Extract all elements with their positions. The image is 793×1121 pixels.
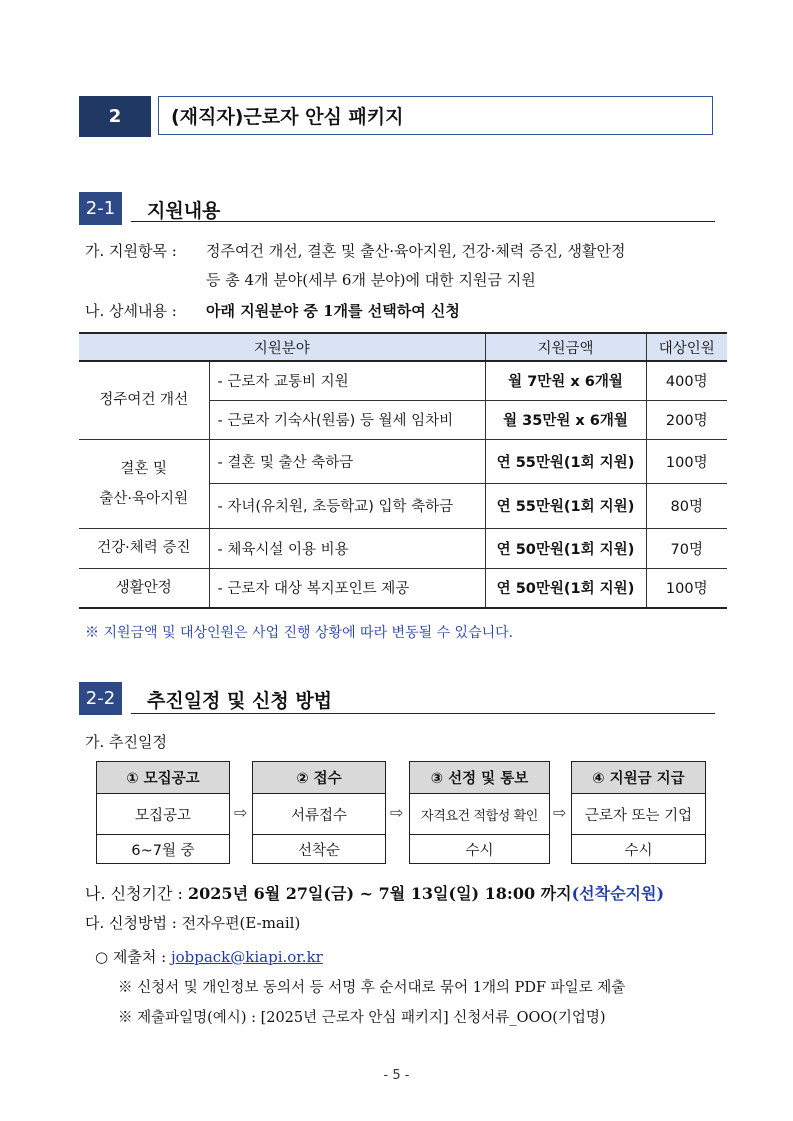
amount-cell: 연 55만원(1회 지원) (485, 483, 646, 528)
category-cell: 건강·체력 증진 (79, 528, 209, 568)
submit-note-2: ※ 제출파일명(예시) : [2025년 근로자 안심 패키지] 신청서류_OOO(기업명) (118, 1010, 606, 1026)
step-header: ① 모집공고 (97, 762, 229, 794)
item-cell: - 체육시설 이용 비용 (209, 528, 485, 568)
amount-cell: 연 50만원(1회 지원) (485, 568, 646, 608)
page-number: - 5 - (383, 1068, 410, 1083)
arrow-right-icon: ⇨ (390, 803, 404, 822)
category-cell: 생활안정 (79, 568, 209, 608)
schedule-step-1 (96, 761, 230, 864)
section-title: (재직자)근로자 안심 패키지 (158, 96, 713, 135)
submit-note-1: ※ 신청서 및 개인정보 동의서 등 서명 후 순서대로 묶어 1개의 PDF 파일로 제출 (118, 980, 626, 996)
support-table (79, 332, 727, 609)
item-cell: - 결혼 및 출산 축하금 (209, 439, 485, 483)
item-cell: - 근로자 교통비 지원 (209, 361, 485, 400)
amount-cell: 월 7만원 x 6개월 (485, 361, 646, 400)
step-header: ② 접수 (253, 762, 385, 794)
method-label: 다. 신청방법 : (85, 914, 177, 932)
count-cell: 100명 (646, 568, 727, 608)
schedule-step-4 (571, 761, 706, 864)
amount-cell: 연 50만원(1회 지원) (485, 528, 646, 568)
count-cell: 70명 (646, 528, 727, 568)
schedule-step-3 (409, 761, 550, 864)
category-line: 출산·육아지원 (99, 490, 189, 507)
header-amount: 지원금액 (485, 333, 646, 361)
period-text: 2025년 6월 27일(금) ~ 7월 13일(일) 18:00 까지 (188, 884, 572, 903)
period-highlight: (선착순지원) (571, 884, 665, 903)
table-note: ※ 지원금액 및 대상인원은 사업 진행 상황에 따라 변동될 수 있습니다. (85, 625, 514, 641)
item-cell: - 자녀(유치원, 초등학교) 입학 축하금 (209, 483, 485, 528)
method-text: 전자우편(E-mail) (181, 914, 301, 932)
amount-cell: 월 35만원 x 6개월 (485, 400, 646, 439)
table-row (79, 528, 727, 568)
table-row (79, 568, 727, 608)
subsection-underline (131, 221, 715, 222)
period-label: 나. 신청기간 : (85, 884, 183, 903)
detail-text: 아래 지원분야 중 1개를 선택하여 신청 (206, 302, 460, 320)
step-header: ③ 선정 및 통보 (410, 762, 549, 794)
item-cell: - 근로자 대상 복지포인트 제공 (209, 568, 485, 608)
arrow-right-icon: ⇨ (553, 803, 567, 822)
step-timing: 6~7월 중 (131, 842, 195, 859)
submit-email-link[interactable]: jobpack@kiapi.or.kr (170, 948, 323, 966)
step-timing: 수시 (465, 842, 494, 859)
category-cell (79, 439, 209, 528)
step-timing: 선착순 (297, 842, 341, 859)
submit-line (95, 946, 323, 967)
section-number: 2 (79, 96, 151, 137)
table-row (79, 439, 727, 483)
count-cell: 400명 (646, 361, 727, 400)
category-line: 결혼 및 (120, 460, 168, 477)
step-header: ④ 지원금 지급 (572, 762, 705, 794)
amount-cell: 연 55만원(1회 지원) (485, 439, 646, 483)
category-cell: 정주여건 개선 (79, 361, 209, 439)
method-line (85, 912, 300, 933)
step-detail: 모집공고 (97, 794, 229, 835)
count-cell: 200명 (646, 400, 727, 439)
schedule-step-2 (252, 761, 386, 864)
step-detail: 서류접수 (253, 794, 385, 835)
support-items-text-2: 등 총 4개 분야(세부 6개 분야)에 대한 지원금 지원 (206, 271, 536, 289)
header-count: 대상인원 (646, 333, 727, 361)
subsection-title-2-1: 지원내용 (147, 200, 221, 222)
subsection-title-2-2: 추진일정 및 신청 방법 (147, 690, 333, 712)
step-detail: 근로자 또는 기업 (572, 794, 705, 835)
subsection-number-2-2: 2-2 (79, 682, 122, 715)
step-detail: 자격요건 적합성 확인 (410, 794, 549, 835)
item-cell: - 근로자 기숙사(원룸) 등 월세 임차비 (209, 400, 485, 439)
subsection-underline (131, 713, 715, 714)
arrow-right-icon: ⇨ (234, 803, 248, 822)
count-cell: 80명 (646, 483, 727, 528)
schedule-label: 가. 추진일정 (85, 733, 167, 751)
subsection-number-2-1: 2-1 (79, 192, 122, 225)
period-line (85, 881, 664, 904)
detail-label: 나. 상세내용 : (85, 302, 177, 320)
count-cell: 100명 (646, 439, 727, 483)
step-timing: 수시 (624, 842, 653, 859)
support-items-label: 가. 지원항목 : (85, 242, 177, 260)
submit-label: ○ 제출처 : (95, 948, 167, 966)
header-field: 지원분야 (79, 333, 485, 361)
table-row (79, 361, 727, 400)
support-items-text: 정주여건 개선, 결혼 및 출산·육아지원, 건강·체력 증진, 생활안정 (206, 242, 626, 260)
